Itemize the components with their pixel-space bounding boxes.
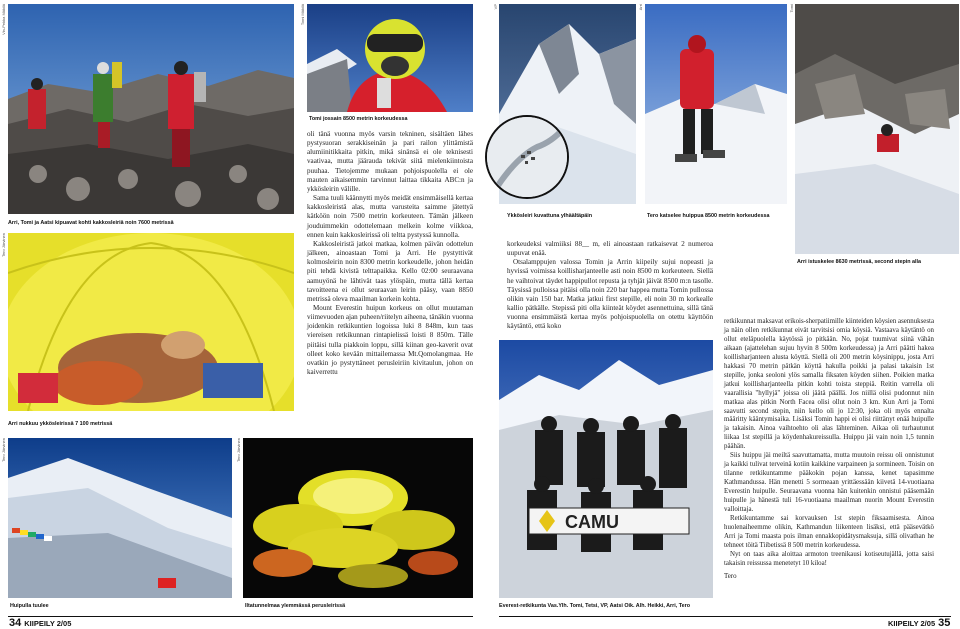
text-column-1 (307, 130, 473, 377)
paragraph: korkeudeksi valmiiksi 88__ m, eli ainoastaan ratkaisevat 2 numeroa uupuvat enää. (507, 240, 713, 258)
paragraph: Kakkosleiristä jatkoi matkaa, kolmen päivän odottelun jälkeen, ainoastaan Tomi ja Arri. He pystyttivät kolmosleirin noin 8300 metrin korkeudelle, johon heidän piti tehdä kivistä telttapaikka. Kello 02:00 seuraavana aamuyönä he lähtivät taas ylöspäin, mutta tällä kertaa tavoitteena ei ollut seuraavan leirin pääsy, vaan 8850 metrissä oleva maailman korkein kohta. (307, 239, 473, 303)
caption-tent-inside: Arri nukkuu ykkösleirissä 7 100 metrissä (8, 421, 113, 427)
signature: Tero (724, 572, 737, 580)
icefall-image (8, 438, 232, 598)
photo-tent-inside (8, 233, 294, 411)
paragraph: Sama tuuli käännytti myös meidät ensimmäisellä kertaa kakkosleiristä alas, mutta varusteita saimme jätettyä kätköön noin 7500 metrin korkeuteen. Tämän jälkeen jouduimmekin odottelemaan melkein kolme viikkoa, ennen kuin kakkosleirissä oli teltta pystyssä kunnolla. (307, 194, 473, 239)
credit-p4: Tero Järvinen (1, 438, 6, 463)
paragraph: oli tänä vuonna myös varsin tekninen, sisältäen lähes pystysuoran serakkiseinän ja pari railon ylittämistä alumiinitikkaita pitkin, mikä sinänsä ei ole teknisesti vaativaa, mutta jäärauda tekivät siitä mielenkiintoista puuhaa. Tietojemme mukaan pohjoispuolella ei ole mauten aikaisemmin tarvinnut laittaa tikkaita ABC:n ja ykkösleirin välille. (307, 130, 473, 193)
credit-p6: VP (493, 4, 498, 10)
photo-arri-sitting (795, 4, 959, 254)
page-number-right: 35 (938, 617, 951, 629)
photo-icefall (8, 438, 232, 598)
caption-icefall: Huipulla tuulee (10, 603, 49, 609)
paragraph: Nyt on taas aika aloittaa armoton treenikausi kotiseutujällä, jotta saisi takaisin reissussa menetetyt 10 kiloa! (724, 550, 934, 567)
caption-team: Everest-retkikunta Vas.Ylh. Tomi, Tetsi, VP, Aatsi Oik. Alh. Heikki, Arri, Tero (499, 603, 691, 609)
credit-p8: Tomi (789, 4, 794, 13)
caption-camp1-top: Ykkösleiri kuvattuna ylhäältäpäin (507, 213, 593, 219)
credit-p1: Vin-Pekka Mäkilä (1, 4, 6, 35)
text-column-3 (724, 318, 934, 582)
tomi-portrait-image (307, 4, 473, 112)
photo-climbers (8, 4, 294, 214)
inset-camp-circle (485, 115, 569, 199)
credit-p2: Tomi Mäkilä (300, 4, 305, 26)
climbers-image (8, 4, 294, 214)
paragraph: Mount Everestin huipun korkeus on ollut muutaman viimevuoden ajan puheen/riitelyn aiheena, tänäkin vuonna joidenkin retkikuntien logoissa luki 8 848m, kun taas viereisen retkikunnan rintapielissä loisti 8 850m. Tälle piitäisi tulla piakkoin loppu, sillä kiinan geo-kaverit ovat olleet koko kevään mittailemassa Mt.Qomolangmaa. He ovatkin jo pystyttäneet perusleiriin kivitaulun, johon on kaiverrettu (307, 303, 473, 377)
caption-arri-sitting: Arri istuskelee 8630 metrissä, second stepin alla (797, 259, 922, 265)
tents-night-image (243, 438, 473, 598)
paragraph: Otsalamppujen valossa Tomin ja Arrin kiipeily sujui nopeasti ja hyvissä voimissa koillisharjanteelle asti noin 8500 m korkeuteen. Siellä he vaihtoivat täydet happipullot repusta ja tyhjät jäivät 8500 m:n tasolle. Täysissä pulloissa pitäisi olla noin 220 bar happea mutta Tomin pullossa olikin vain 150 bar. Matka jatkui first stepille, eli noin 30 m korkealle kallio pätkälle. Stepissä piti olla kiinteät köydet asennettuina, sillä tänä vuonna ensimmäistä kertaa myös pohjoispuolella on otettu käyttöön käytäntö, että koko (507, 258, 713, 331)
credit-p5: Tero Järvinen (236, 438, 241, 463)
team-image (499, 340, 713, 598)
footer-right (888, 617, 950, 629)
magazine-name-right: KIIPEILY 2/05 (888, 619, 936, 628)
arri-sitting-image (795, 4, 959, 254)
inset-camp-image (487, 117, 567, 197)
footer-rule-right (499, 616, 951, 617)
tero-view-image (645, 4, 787, 204)
caption-climbers: Arri, Tomi ja Aatsi kipuavat kohti kakkosleiriä noin 7600 metrissä (8, 220, 174, 226)
credit-p3: Tero Järvinen (1, 233, 6, 258)
paragraph: retkikunnat maksavat erikois-sherpatiimille kiinteiden köysien asennuksesta ja näin ollen retkikunnat eivät tarvitsisi omia köysiä. Vastaava käytäntö on ollut eteläpuolella käytössä jo pitkään. No, pojat tuumivat siinä vähän aikaan (ajattelehan sujuu hyvin 8 500m korkeudessa) ja Arri päätti hakea koillisharjanteen alusta köyttä. Siellä oli 200 metrin köysinippu, josta Arri hakkasi 70 metrin pätkän köyttä hakulla poikki ja palasi takaisin 1st stepille, jonka seoloni ylös samalla fiksaten köyden siihen. Poikien matka jatkui koillisharjanteella pitkin kohti toista steppiä. Reitin varrella oli vaarallisia "hyllyjä" joissa oli jäätä päällä. Jos niillä olisi pudonnut niin matkaa alas pitkin North Facea olisi ollut noin 3 km. Kun Arri ja Tomi saavutti second stepin, niin kello oli jo 12:30, joka oli myös ennalta määritty kääntymisaika. Lisäksi Tomin happi ei olisi riittänyt enää huipulle ja takaisin. Ainoa vaihtoehto oli alas lähteminen. Aikaa oli turhautunut liikaa 1st stepillä ja köydenhakureissulla. Huippu jäi vain noin 1,5 tunnin päähän. (724, 318, 934, 451)
photo-tents-night (243, 438, 473, 598)
tent-inside-image (8, 233, 294, 411)
caption-tomi-portrait: Tomi jossain 8500 metrin korkeudessa (309, 116, 408, 122)
credit-p7: Arri (638, 4, 643, 11)
photo-tomi-portrait (307, 4, 473, 112)
page-number-left: 34 (9, 617, 22, 629)
photo-team (499, 340, 713, 598)
banner-logo-text: CAMU (565, 512, 619, 532)
photo-tero-view (645, 4, 787, 204)
footer-rule-left (8, 616, 473, 617)
text-column-2 (507, 240, 713, 332)
paragraph: Siis huippu jäi meiltä saavuttamatta, mutta muutoin reissu oli onnistunut ja kaikki tulivat terveinä kotiin kaikkine varpaineen ja sormineen. Toisin on tilanne retkikuntamme pääkokin pojan kanssa, kenet tapasimme Kathmandussa. Hän menetti 5 sormeaan yrittäessään kiivetä 14-vuotiaana Everestin huipulle. Seuraavana vuonna hän kuitenkin onnistui pääsemään huipulle ja hänestä tuli 16-vuotiaana maailman nuorin Mount Everestin valloittaja. (724, 452, 934, 514)
paragraph: Retkikuntamme sai korvauksen 1st stepin fiksaamisesta. Ainoa huolenaiheemme olikin, Kathmandun liikenteen lisäksi, että pääsevätkö Arri ja Tomi maasta pois ilman ennakkopidätysmaksuja, sillä olivathan he tehneet töitä Tiibetissä 8 500 metrin korkeudessa. (724, 514, 934, 549)
magazine-name-left: KIIPEILY 2/05 (24, 619, 72, 628)
caption-tero-view: Tero katselee huippua 8500 metrin korkeudessa (647, 213, 770, 219)
caption-tents-night: Iltatunnelmaa ylemmässä perusleirissä (245, 603, 346, 609)
footer-left (9, 617, 71, 629)
